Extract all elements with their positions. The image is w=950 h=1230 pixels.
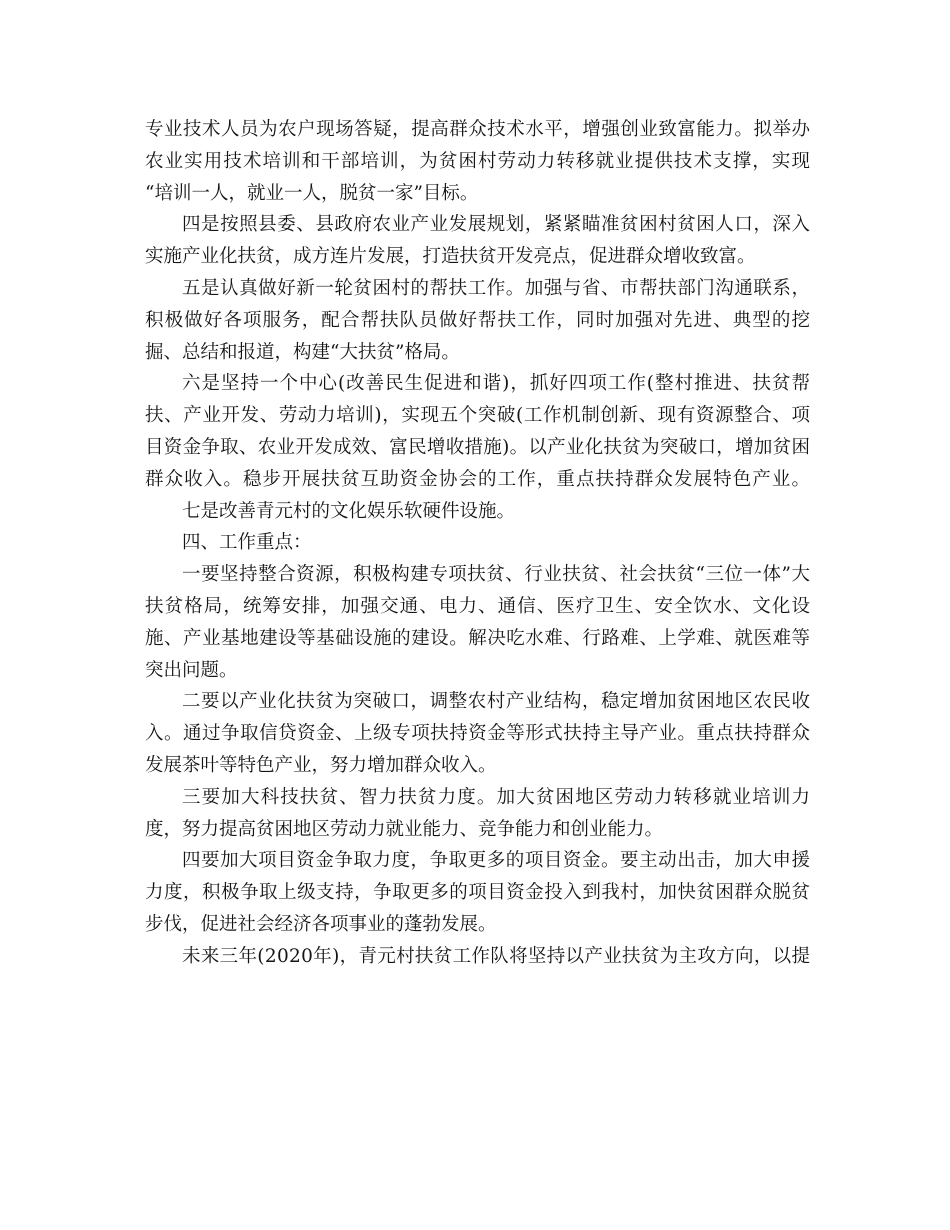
paragraph-first-line: 五是认真做好新一轮贫困村的帮扶工作。加强与省、市帮扶部门沟通联系， — [182, 277, 811, 299]
paragraph-line: 施、产业基地建设等基础设施的建设。解决吃水难、行路难、上学难、就医难等 — [145, 627, 811, 649]
paragraph-line: “培训一人，就业一人，脱贫一家”目标。 — [145, 182, 479, 204]
paragraph-first-line: 四要加大项目资金争取力度，争取更多的项目资金。要主动出击，加大申援 — [182, 850, 811, 872]
paragraph-first-line: 四、工作重点： — [182, 532, 312, 554]
paragraph-first-line: 七是改善青元村的文化娱乐软硬件设施。 — [182, 500, 516, 522]
paragraph-first-line: 未来三年(2020年)，青元村扶贫工作队将坚持以产业扶贫为主攻方向，以提 — [182, 945, 811, 967]
paragraph-line: 目资金争取、农业开发成效、富民增收措施)。以产业化扶贫为突破口，增加贫困 — [145, 436, 811, 458]
paragraph-line: 扶贫格局，统筹安排，加强交通、电力、通信、医疗卫生、安全饮水、文化设 — [145, 595, 812, 617]
paragraph-line: 积极做好各项服务，配合帮扶队员做好帮扶工作，同时加强对先进、典型的挖 — [145, 309, 812, 331]
paragraph-first-line: 一要坚持整合资源，积极构建专项扶贫、行业扶贫、社会扶贫“三位一体”大 — [182, 564, 811, 586]
paragraph-first-line: 四是按照县委、县政府农业产业发展规划，紧紧瞄准贫困村贫困人口，深入 — [182, 214, 811, 236]
paragraph-line: 扶、产业开发、劳动力培训)，实现五个突破(工作机制创新、现有资源整合、项 — [145, 405, 811, 427]
paragraph-line: 群众收入。稳步开展扶贫互助资金协会的工作，重点扶持群众发展特色产业。 — [145, 468, 812, 490]
paragraph-line: 农业实用技术培训和干部培训，为贫困村劳动力转移就业提供技术支撑，实现 — [145, 150, 812, 172]
paragraph-line: 发展茶叶等特色产业，努力增加群众收入。 — [145, 754, 497, 776]
paragraph-line: 入。通过争取信贷资金、上级专项扶持资金等形式扶持主导产业。重点扶持群众 — [145, 723, 811, 745]
paragraph-line: 掘、总结和报道，构建“大扶贫”格局。 — [145, 341, 460, 363]
paragraph-line: 度，努力提高贫困地区劳动力就业能力、竞争能力和创业能力。 — [145, 818, 664, 840]
paragraph-first-line: 三要加大科技扶贫、智力扶贫力度。加大贫困地区劳动力转移就业培训力 — [182, 786, 812, 808]
paragraph-line: 实施产业化扶贫，成方连片发展，打造扶贫开发亮点，促进群众增收致富。 — [145, 246, 756, 268]
paragraph-line: 专业技术人员为农户现场答疑，提高群众技术水平，增强创业致富能力。拟举办 — [145, 119, 811, 140]
paragraph-line: 力度，积极争取上级支持，争取更多的项目资金投入到我村，加快贫困群众脱贫 — [145, 882, 811, 904]
document-body — [145, 114, 810, 973]
paragraph-line: 步伐，促进社会经济各项事业的蓬勃发展。 — [145, 913, 497, 935]
paragraph-line: 突出问题。 — [145, 659, 238, 681]
paragraph-first-line: 六是坚持一个中心(改善民生促进和谐)，抓好四项工作(整村推进、扶贫帮 — [182, 373, 811, 395]
paragraph-first-line: 二要以产业化扶贫为突破口，调整农村产业结构，稳定增加贫困地区农民收 — [182, 691, 811, 713]
